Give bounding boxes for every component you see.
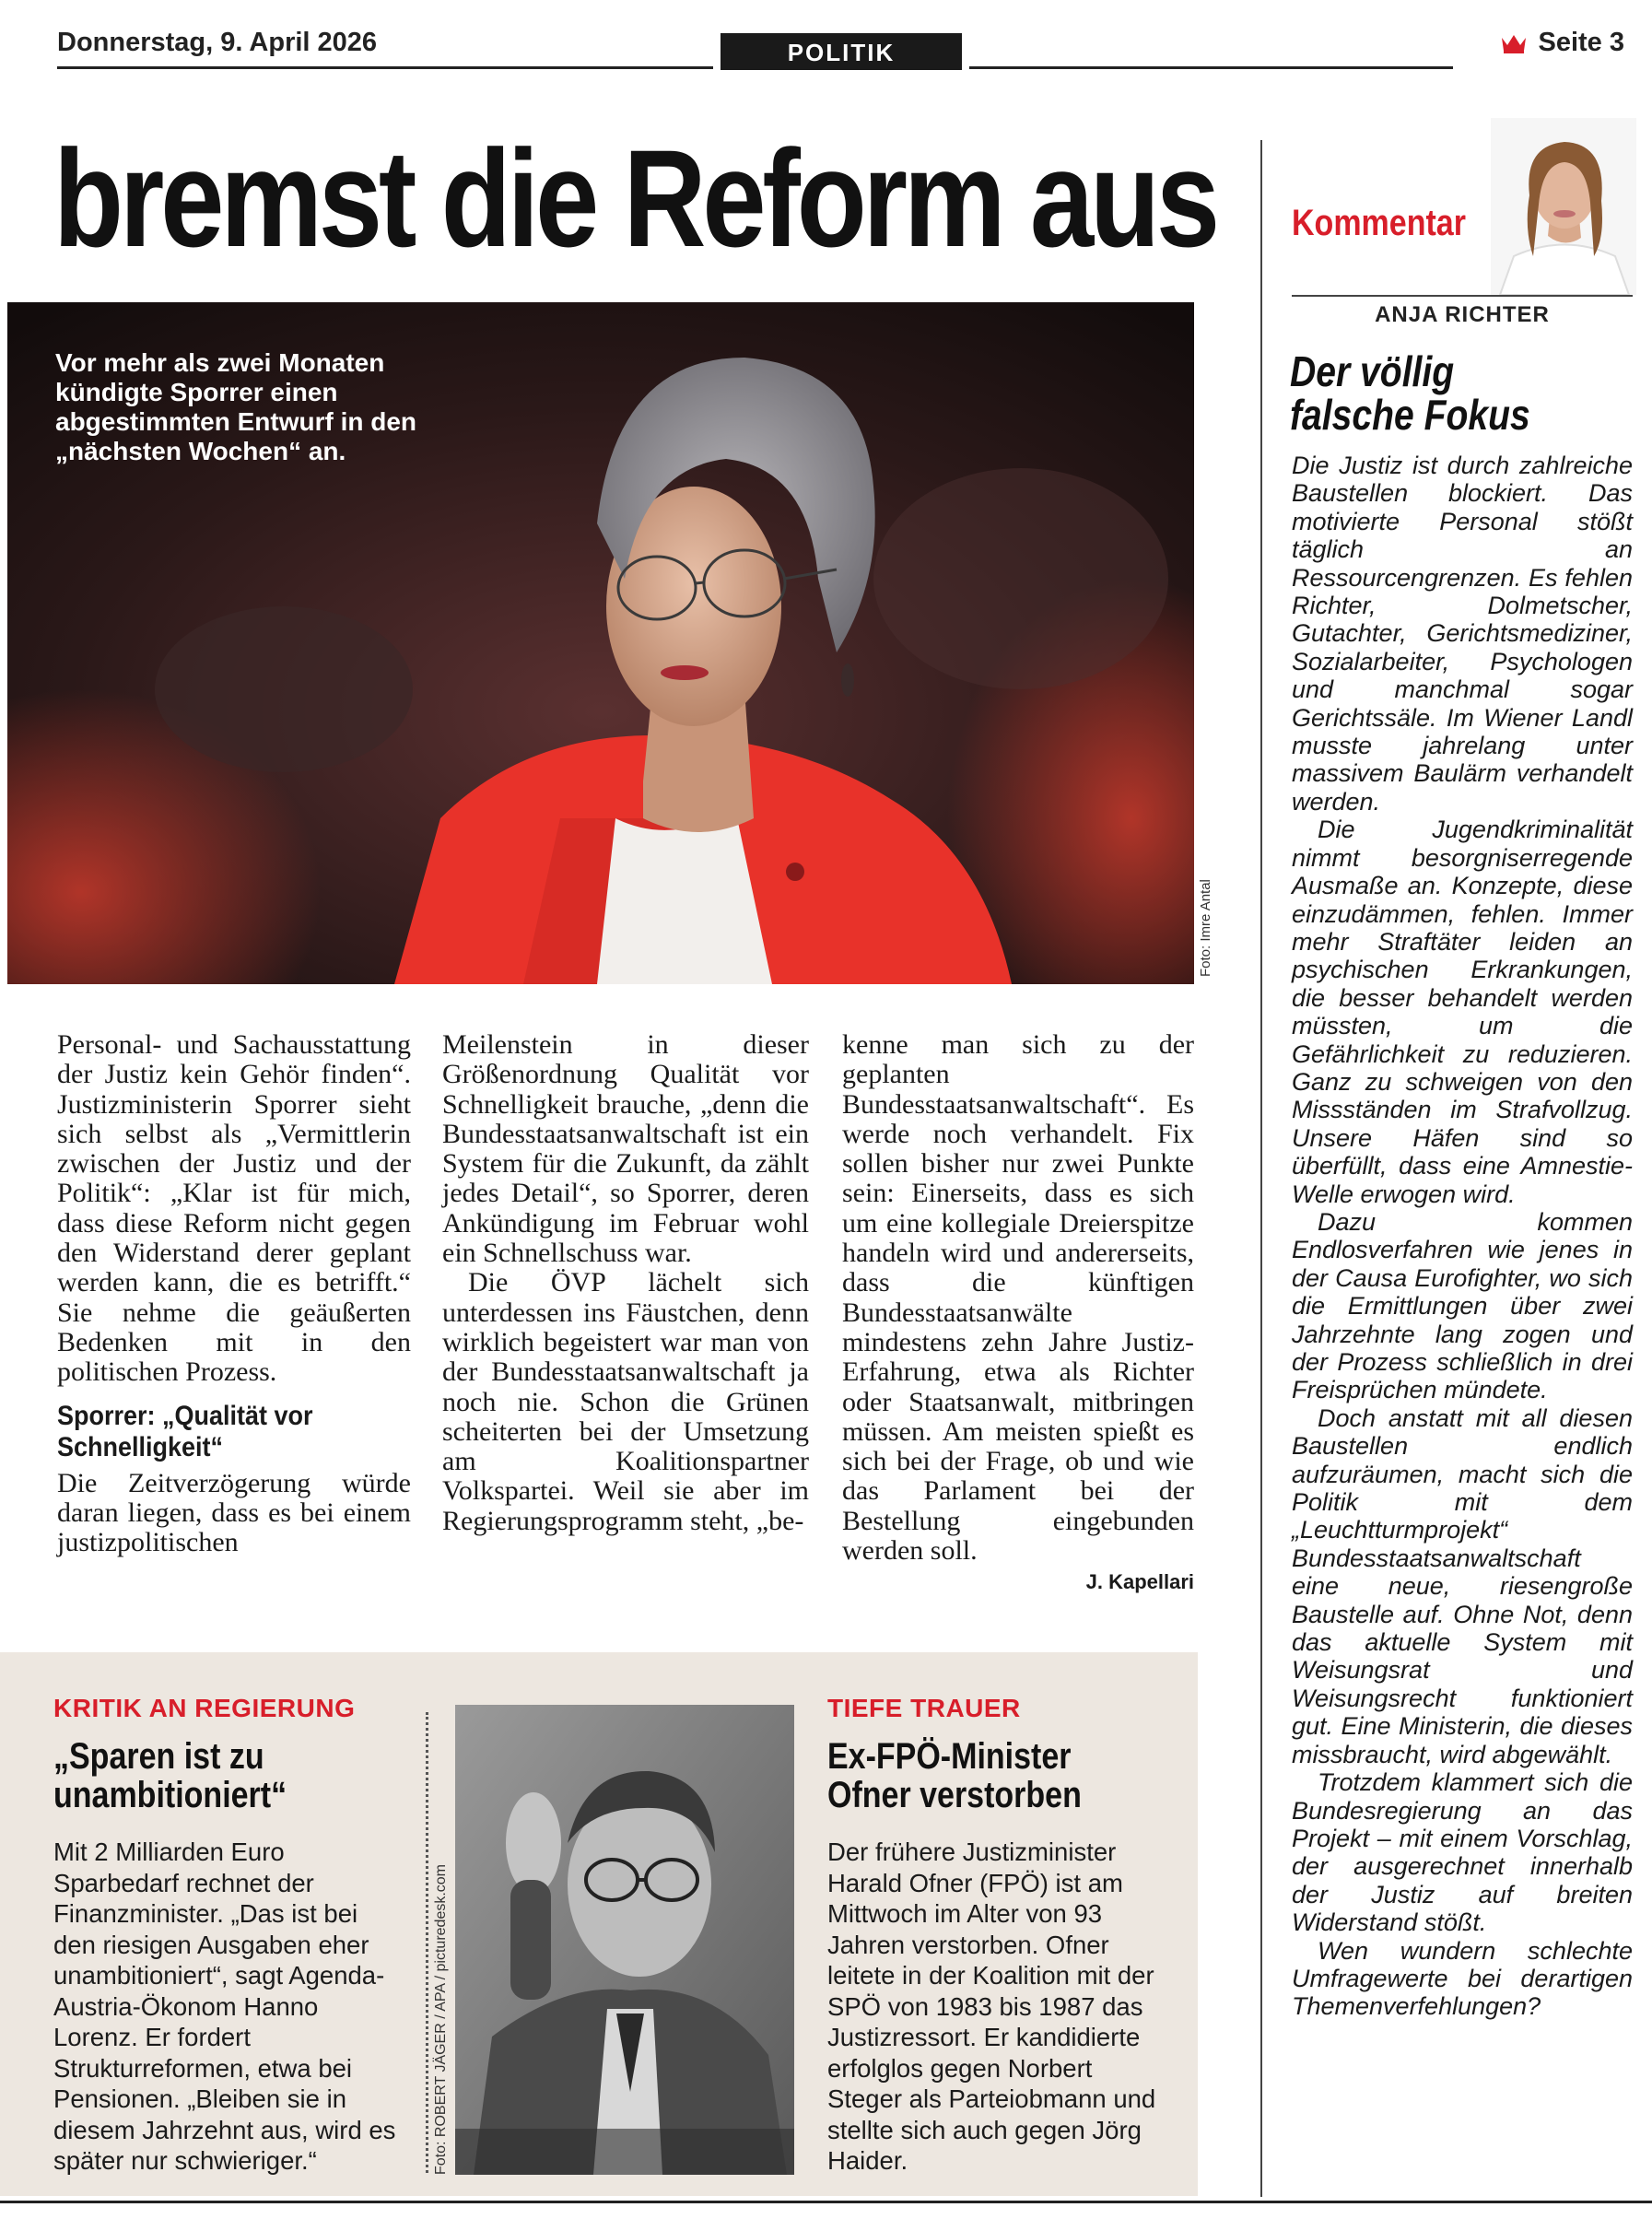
bw-portrait-illustration (455, 1705, 794, 2175)
box-kicker-right: TIEFE TRAUER (827, 1694, 1021, 1722)
kommentar-paragraph: Dazu kommen Endlosverfahren wie jenes in der Causa Eurofighter, wo sich die Ermittlungen über zwei Jahrzehnte lang zogen und der Prozess schließlich in drei Freisprüchen mündete. (1292, 1207, 1633, 1404)
article-paragraph: Personal- und Sachausstattung der Justiz kein Gehör finden“. Justizministerin Sporrer sieht sich selbst als „Vermittlerin zwischen der Justiz und der Politik“: „Klar ist für mich, dass diese Reform nicht gegen den Widerstand derer geplant werden kann, die es betrifft.“ Sie nehme die geäußerten Bedenken mit in den politischen Prozess. (57, 1029, 411, 1388)
box-text-left: Mit 2 Milliarden Euro Sparbedarf rechnet der Finanzminister. „Das ist bei den riesigen Ausgaben eher unambitioniert“, sagt Agenda-Austria-Ökonom Hanno Lorenz. Er fordert Strukturreformen, etwa bei Pensionen. „Bleiben sie in diesem Jahrzehnt aus, wird es später nur schwieriger.“ (53, 1837, 396, 2175)
kommentar-label: Kommentar (1292, 203, 1466, 243)
section-label: POLITIK (721, 33, 962, 70)
article-paragraph: Die Zeitverzögerung würde daran liegen, dass es bei einem justizpolitischen (57, 1467, 411, 1558)
box-title-line: Ex-FPÖ-Minister (827, 1736, 1072, 1777)
page-number-label: Seite 3 (1538, 28, 1624, 57)
article-subhead: Sporrer: „Qualität vor Schnelligkeit“ (57, 1400, 313, 1462)
author-portrait-illustration (1491, 118, 1636, 295)
crown-icon (1500, 32, 1528, 54)
kommentar-paragraph: Wen wundern schlechte Umfragewerte bei derartigen Themenverfehlungen? (1292, 1936, 1633, 2021)
box-title-right (827, 1737, 1082, 1814)
photo-credit: Foto: Imre Antal (1198, 879, 1213, 977)
kommentar-title (1290, 347, 1588, 439)
photo-caption: Vor mehr als zwei Monaten kündigte Sporrer einen abgestimmten Entwurf in den „nächsten Wochen“ an. (55, 348, 417, 465)
page-number (1500, 28, 1625, 58)
kommentar-paragraph: Doch anstatt mit all diesen Baustellen endlich aufzuräumen, macht sich die Politik mit dem „Leuchtturmprojekt“ Bundesstaatsanwaltschaft eine neue, riesengroße Baustelle auf. Ohne Not, denn das aktuelle System mit Weisungsrat und Weisungsrecht funktioniert gut. Eine Ministerin, die dieses missbraucht, wird abgewählt. (1292, 1403, 1633, 1768)
issue-date: Donnerstag, 9. April 2026 (57, 28, 378, 57)
headline: bremst die Reform aus (53, 121, 1216, 276)
box-title-line: Ofner verstorben (827, 1775, 1082, 1815)
box-title-left (53, 1737, 287, 1814)
article-column-3 (842, 1030, 1194, 1598)
bw-photo-credit: Foto: ROBERT JÄGER / APA / picturedesk.com (433, 1863, 449, 2175)
article-byline: J. Kapellari (1085, 1570, 1194, 1594)
main-photo (7, 302, 1194, 984)
page-bottom-rule (0, 2201, 1652, 2203)
kommentar-author: ANJA RICHTER (1375, 302, 1550, 327)
kommentar-paragraph: Trotzdem klammert sich die Bundesregierung an das Projekt – mit einem Vorschlag, der ausgerechnet innerhalb der Justiz auf breiten Widerstand stößt. (1292, 1768, 1633, 1937)
article-paragraph: Meilenstein in dieser Größenordnung Qualität vor Schnelligkeit brauche, „denn die Bundesstaatsanwaltschaft ist ein System für die Zukunft, da zählt jedes Detail“, so Sporrer, deren Ankündigung im Februar wohl ein Schnellschuss war. (442, 1029, 809, 1269)
kommentar-paragraph: Die Justiz ist durch zahlreiche Baustellen blockiert. Das motivierte Personal stößt täglich an Ressourcengrenzen. Es fehlen Richter, Dolmetscher, Gutachter, Gerichtsmediziner, Sozialarbeiter, Psychologen und manchmal sogar Gerichtssäle. Im Wiener Landl musste jahrelang unter massivem Baulärm verhandelt werden. (1292, 452, 1633, 816)
kommentar-rule (1292, 295, 1633, 297)
author-portrait (1491, 118, 1636, 295)
ofner-photo (455, 1705, 794, 2175)
article-paragraph: kenne man sich zu der geplanten Bundesstaatsanwaltschaft“. Es werde noch verhandelt. Fix sollen bisher nur zwei Punkte sein: Einerseits, dass es sich um eine kollegiale Dreierspitze handeln wird und andererseits, dass die künftigen Bundesstaatsanwälte mindestens zehn Jahre Justiz-Erfahrung, etwa als Richter oder Staatsanwalt, mitbringen müssen. Am meisten spießt es sich bei der Frage, ob und wie das Parlament bei der Bestellung eingebunden werden soll. (842, 1029, 1194, 1567)
kommentar-title-line: Der völlig (1290, 347, 1455, 395)
header-rule-right (969, 66, 1453, 69)
box-title-line: unambitioniert“ (53, 1775, 287, 1815)
kommentar-title-line: falsche Fokus (1290, 391, 1530, 439)
article-paragraph: Die ÖVP lächelt sich unterdessen ins Fäustchen, denn wirklich begeistert war man von der Bundesstaatsanwaltschaft ja noch nie. Schon die Grünen scheiterten bei der Umsetzung am Koalitionspartner Volkspartei. Weil sie aber im Regierungsprogramm steht, „be- (442, 1267, 809, 1536)
kommentar-body (1292, 452, 1633, 2021)
kommentar-paragraph: Die Jugendkriminalität nimmt besorgniserregende Ausmaße an. Konzepte, diese einzudämmen, fehlen. Immer mehr Straftäter leiden an psychischen Erkrankungen, die besser behandelt werden müssten, um die Gefährlichkeit zu reduzieren. Ganz zu schweigen von den Missständen im Strafvollzug. Unsere Häfen sind so überfüllt, dass eine Amnestie-Welle erwogen wird. (1292, 816, 1633, 1208)
box-title-line: „Sparen ist zu (53, 1736, 264, 1777)
column-divider (1260, 140, 1262, 2197)
box-text-right: Der frühere Justizminister Harald Ofner (FPÖ) ist am Mittwoch im Alter von 93 Jahren verstorben. Ofner leitete in der Koalition mit der SPÖ von 1983 bis 1987 das Justizressort. Er kandidierte erfolglos gegen Norbert Steger als Parteiobmann und stellte sich auch gegen Jörg Haider. (827, 1837, 1156, 2175)
header-rule-left (57, 66, 713, 69)
dotted-divider (426, 1712, 428, 2173)
box-kicker-left: KRITIK AN REGIERUNG (53, 1694, 356, 1722)
article-column-1 (57, 1030, 411, 1557)
article-column-2 (442, 1030, 809, 1536)
